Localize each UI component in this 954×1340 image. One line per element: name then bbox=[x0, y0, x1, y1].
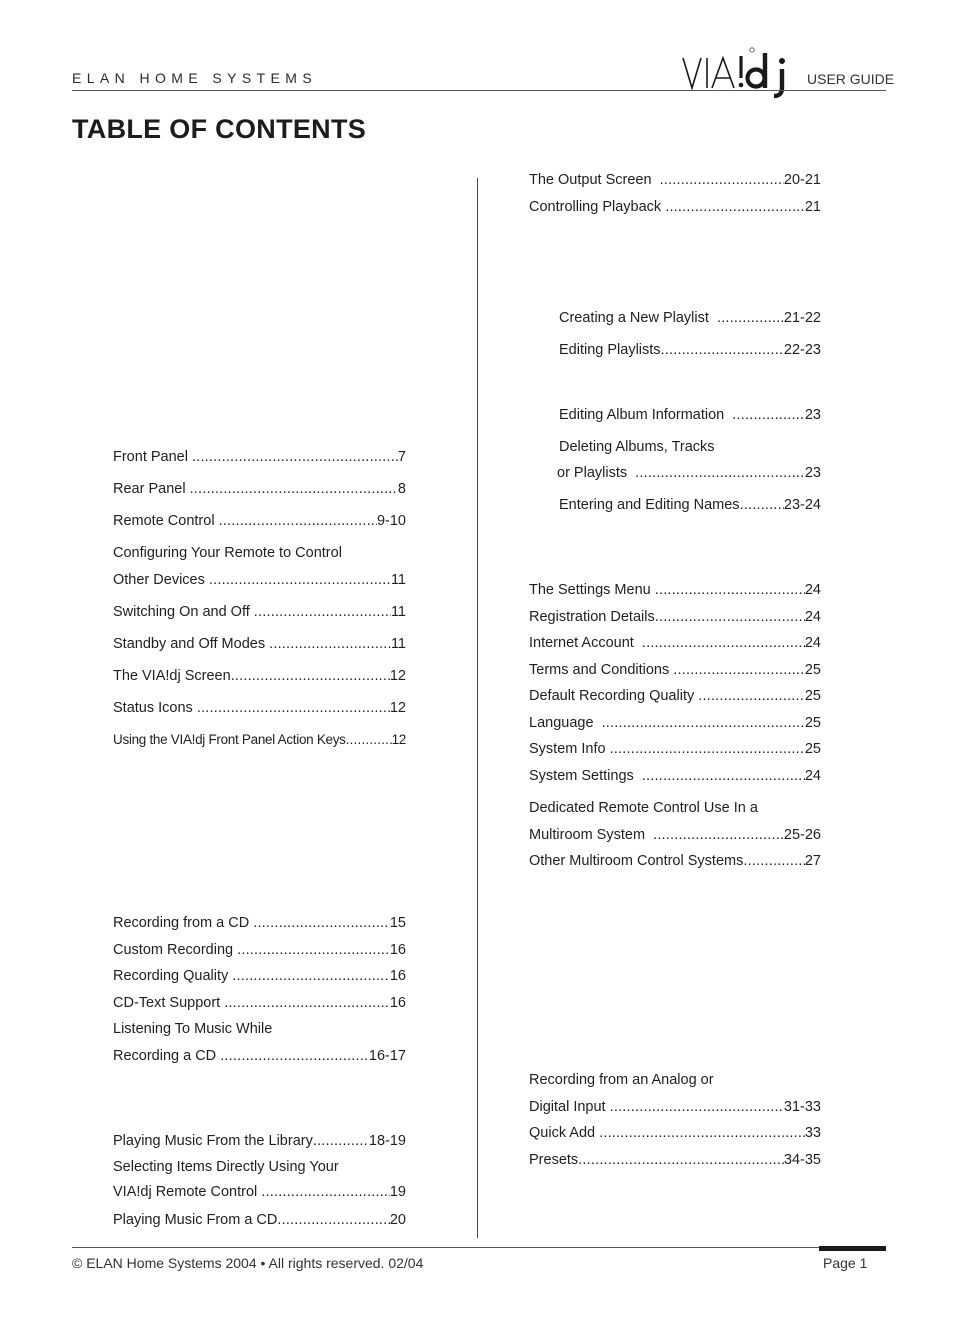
toc-entry bbox=[113, 967, 406, 985]
toc-page: 25 bbox=[804, 688, 821, 704]
toc-label: System Settings bbox=[529, 768, 634, 784]
toc-label: Language bbox=[529, 715, 594, 731]
toc-page: 11 bbox=[390, 636, 406, 652]
toc-label: Editing Playlists bbox=[559, 342, 661, 358]
toc-page: 24 bbox=[804, 768, 821, 784]
toc-leader bbox=[313, 1132, 369, 1150]
toc-entry bbox=[529, 198, 821, 216]
toc-page: 25 bbox=[804, 662, 821, 678]
toc-page: 23 bbox=[804, 407, 821, 423]
footer-page-number: Page 1 bbox=[823, 1255, 868, 1271]
toc-leader bbox=[698, 687, 805, 705]
toc-page: 15 bbox=[389, 915, 406, 931]
toc-entry bbox=[529, 661, 821, 679]
toc-entry bbox=[113, 603, 406, 621]
company-name: ELAN HOME SYSTEMS bbox=[72, 70, 318, 86]
toc-entry bbox=[557, 464, 821, 482]
toc-leader bbox=[232, 967, 390, 985]
toc-leader bbox=[599, 1124, 805, 1142]
toc-label: Standby and Off Modes bbox=[113, 636, 266, 652]
toc-label: Terms and Conditions bbox=[529, 662, 670, 678]
toc-page: 19 bbox=[389, 1184, 406, 1200]
toc-page: 24 bbox=[804, 635, 821, 651]
toc-label: The Settings Menu bbox=[529, 582, 651, 598]
toc-entry bbox=[529, 581, 821, 599]
toc-entry bbox=[113, 448, 406, 466]
toc-entry bbox=[113, 635, 406, 653]
toc-leader bbox=[261, 1183, 390, 1201]
toc-entry bbox=[559, 496, 821, 514]
toc-page: 33 bbox=[804, 1125, 821, 1141]
toc-page: 24 bbox=[804, 582, 821, 598]
toc-page: 9-10 bbox=[376, 513, 406, 529]
toc-entry bbox=[529, 852, 821, 870]
toc-entry bbox=[529, 608, 821, 626]
toc-entry bbox=[529, 714, 821, 732]
toc-page: 20 bbox=[389, 1212, 406, 1228]
toc-leader bbox=[346, 731, 392, 749]
toc-entry bbox=[529, 634, 821, 652]
toc-page: 31-33 bbox=[783, 1099, 821, 1115]
toc-label: Switching On and Off bbox=[113, 604, 250, 620]
toc-leader bbox=[610, 740, 805, 758]
toc-page: 11 bbox=[390, 604, 406, 620]
toc-label: System Info bbox=[529, 741, 606, 757]
toc-label: Rear Panel bbox=[113, 481, 186, 497]
column-divider bbox=[477, 178, 478, 1238]
toc-page: 12 bbox=[389, 700, 406, 716]
toc-page: 34-35 bbox=[783, 1152, 821, 1168]
toc-page: 16 bbox=[389, 968, 406, 984]
toc-leader bbox=[209, 571, 391, 589]
toc-label-line1: Recording from an Analog or bbox=[529, 1072, 714, 1088]
toc-page: 27 bbox=[804, 853, 821, 869]
toc-leader bbox=[578, 1151, 784, 1169]
toc-label: Presets bbox=[529, 1152, 579, 1168]
toc-leader bbox=[661, 341, 784, 359]
header-rule bbox=[72, 90, 886, 91]
toc-label: Editing Album Information bbox=[559, 407, 725, 423]
page-title: TABLE OF CONTENTS bbox=[72, 114, 367, 144]
toc-leader bbox=[743, 852, 805, 870]
toc-page: 25-26 bbox=[783, 827, 821, 843]
toc-entry bbox=[113, 1132, 406, 1150]
toc-entry bbox=[113, 571, 406, 589]
toc-entry bbox=[113, 1211, 406, 1229]
toc-entry bbox=[529, 687, 821, 705]
toc-label: Recording Quality bbox=[113, 968, 229, 984]
toc-page: 16 bbox=[389, 942, 406, 958]
toc-leader bbox=[660, 171, 784, 189]
toc-label: Recording a CD bbox=[113, 1048, 217, 1064]
toc-page: 21-22 bbox=[783, 310, 821, 326]
toc-entry bbox=[559, 309, 821, 327]
toc-leader bbox=[665, 198, 805, 216]
toc-label: The VIA!dj Screen bbox=[113, 668, 231, 684]
toc-label: Status Icons bbox=[113, 700, 193, 716]
toc-label: Internet Account bbox=[529, 635, 634, 651]
toc-label: Digital Input bbox=[529, 1099, 606, 1115]
viadj-logo bbox=[680, 44, 802, 100]
toc-entry bbox=[559, 341, 821, 359]
toc-leader bbox=[642, 767, 805, 785]
footer-page-tab bbox=[819, 1246, 886, 1251]
toc-leader bbox=[732, 406, 805, 424]
toc-leader bbox=[220, 1047, 369, 1065]
footer-rule bbox=[72, 1247, 886, 1248]
toc-entry bbox=[113, 667, 406, 685]
toc-label: Front Panel bbox=[113, 449, 188, 465]
toc-leader bbox=[655, 608, 805, 626]
toc-page: 16-17 bbox=[368, 1048, 406, 1064]
toc-leader bbox=[635, 464, 805, 482]
toc-label: Multiroom System bbox=[529, 827, 646, 843]
toc-label: Custom Recording bbox=[113, 942, 234, 958]
toc-label: or Playlists bbox=[557, 465, 628, 481]
toc-page: 11 bbox=[390, 572, 406, 588]
toc-page: 22-23 bbox=[783, 342, 821, 358]
toc-leader bbox=[717, 309, 784, 327]
toc-label: Remote Control bbox=[113, 513, 215, 529]
toc-leader bbox=[673, 661, 805, 679]
toc-label: Registration Details bbox=[529, 609, 655, 625]
toc-page: 21 bbox=[804, 199, 821, 215]
toc-entry bbox=[113, 699, 406, 717]
toc-label: Other Devices bbox=[113, 572, 205, 588]
toc-entry bbox=[113, 994, 406, 1012]
toc-leader bbox=[277, 1211, 389, 1229]
toc-label: Default Recording Quality bbox=[529, 688, 695, 704]
toc-entry bbox=[113, 731, 406, 749]
toc-leader bbox=[740, 496, 784, 514]
toc-leader bbox=[254, 603, 391, 621]
toc-label: CD-Text Support bbox=[113, 995, 221, 1011]
toc-label: Quick Add bbox=[529, 1125, 596, 1141]
toc-leader bbox=[224, 994, 390, 1012]
toc-entry bbox=[113, 1047, 406, 1065]
toc-label-line1: Dedicated Remote Control Use In a bbox=[529, 800, 758, 816]
toc-leader bbox=[653, 826, 784, 844]
toc-leader bbox=[190, 480, 398, 498]
toc-entry bbox=[529, 1124, 821, 1142]
toc-leader bbox=[197, 699, 390, 717]
toc-page: 16 bbox=[389, 995, 406, 1011]
toc-label: Using the VIA!dj Front Panel Action Keys bbox=[113, 732, 346, 747]
toc-page: 12 bbox=[389, 668, 406, 684]
toc-page: 25 bbox=[804, 741, 821, 757]
toc-page: 24 bbox=[804, 609, 821, 625]
toc-entry bbox=[559, 406, 821, 424]
toc-leader bbox=[269, 635, 391, 653]
toc-label-line1: Deleting Albums, Tracks bbox=[559, 439, 715, 455]
toc-label-line1: Listening To Music While bbox=[113, 1021, 273, 1037]
toc-label: Creating a New Playlist bbox=[559, 310, 709, 326]
toc-page: 8 bbox=[397, 481, 406, 497]
toc-leader bbox=[610, 1098, 784, 1116]
toc-label: Recording from a CD bbox=[113, 915, 250, 931]
toc-leader bbox=[602, 714, 805, 732]
toc-entry bbox=[529, 171, 821, 189]
toc-leader bbox=[231, 667, 390, 685]
toc-leader bbox=[219, 512, 377, 530]
toc-page: 12 bbox=[391, 732, 406, 747]
toc-leader bbox=[253, 914, 390, 932]
toc-label: Other Multiroom Control Systems bbox=[529, 853, 744, 869]
toc-entry bbox=[529, 826, 821, 844]
toc-page: 18-19 bbox=[368, 1133, 406, 1149]
toc-label-line1: Selecting Items Directly Using Your bbox=[113, 1159, 339, 1175]
user-guide-label: USER GUIDE bbox=[807, 71, 895, 87]
toc-entry bbox=[529, 1151, 821, 1169]
toc-entry bbox=[113, 914, 406, 932]
toc-leader bbox=[192, 448, 398, 466]
toc-entry bbox=[529, 767, 821, 785]
toc-page: 20-21 bbox=[783, 172, 821, 188]
toc-label: Playing Music From the Library bbox=[113, 1133, 313, 1149]
toc-page: 7 bbox=[397, 449, 406, 465]
toc-page: 25 bbox=[804, 715, 821, 731]
toc-leader bbox=[655, 581, 805, 599]
toc-entry bbox=[529, 740, 821, 758]
toc-entry bbox=[113, 512, 406, 530]
toc-leader bbox=[642, 634, 805, 652]
toc-entry bbox=[113, 480, 406, 498]
toc-label: Playing Music From a CD bbox=[113, 1212, 278, 1228]
footer-copyright: © ELAN Home Systems 2004 • All rights reserved. 02/04 bbox=[72, 1255, 424, 1271]
toc-entry bbox=[529, 1098, 821, 1116]
toc-page: 23-24 bbox=[783, 497, 821, 513]
toc-leader bbox=[237, 941, 390, 959]
toc-label-line1: Configuring Your Remote to Control bbox=[113, 545, 342, 561]
toc-entry bbox=[113, 1183, 406, 1201]
toc-label: The Output Screen bbox=[529, 172, 652, 188]
toc-page: 23 bbox=[804, 465, 821, 481]
toc-label: VIA!dj Remote Control bbox=[113, 1184, 258, 1200]
toc-entry bbox=[113, 941, 406, 959]
toc-label: Entering and Editing Names bbox=[559, 497, 740, 513]
toc-label: Controlling Playback bbox=[529, 199, 662, 215]
